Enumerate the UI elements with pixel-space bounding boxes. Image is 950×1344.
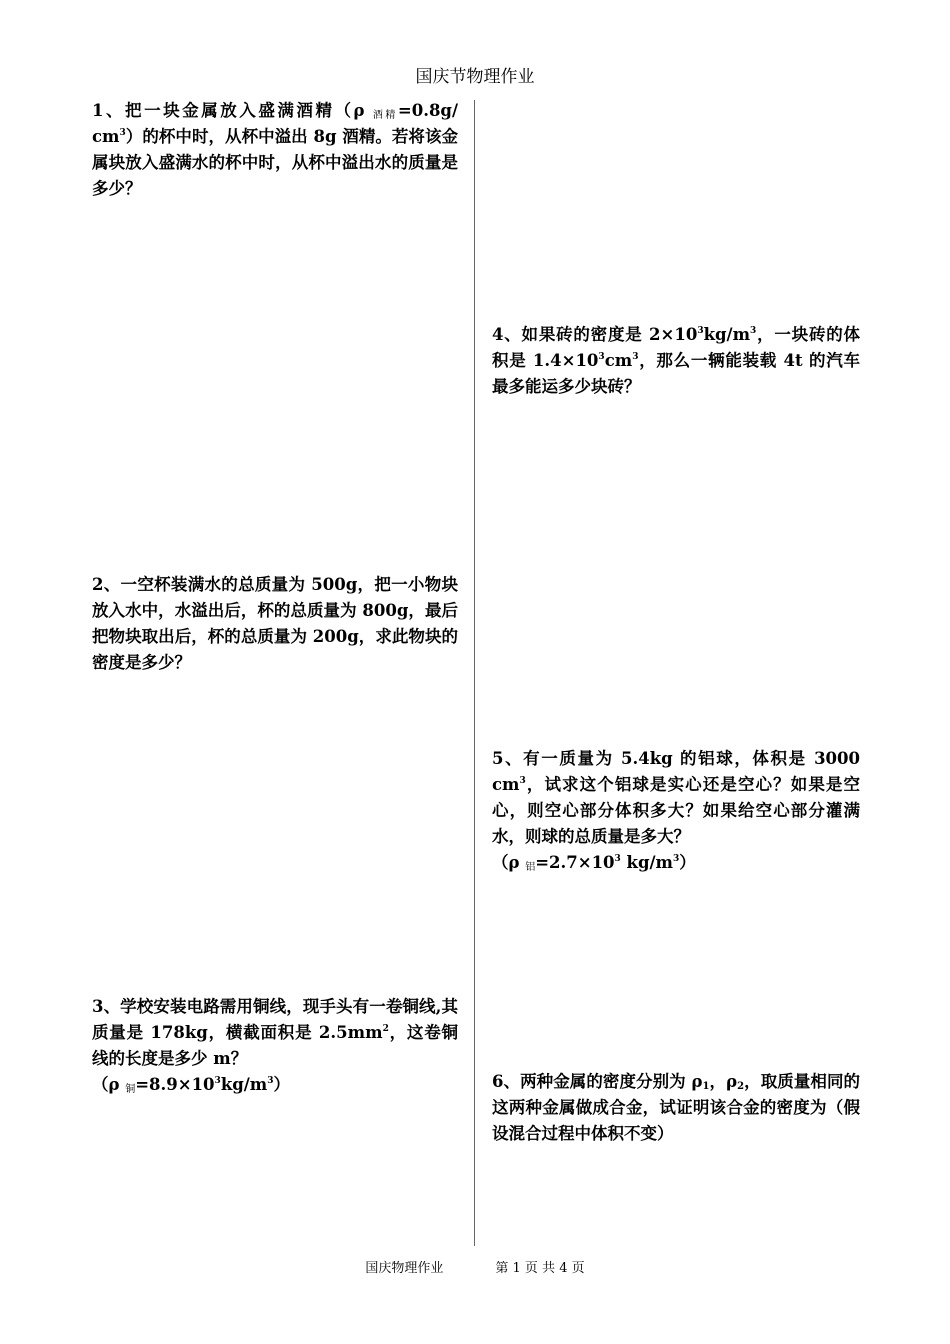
q1-text-a: 1、把一块金属放入盛满酒精（ρ <box>92 101 373 120</box>
q3-subscript-copper: 铜 <box>125 1084 136 1095</box>
q3-superscript-area: 2 <box>382 1024 389 1034</box>
q1-superscript: 3 <box>119 128 126 138</box>
question-4 <box>492 322 860 400</box>
q3-density-value: =8.9×10 <box>135 1075 215 1094</box>
q6-text-a: 6、两种金属的密度分别为 ρ <box>492 1072 703 1091</box>
q5-subscript-aluminum: 铝 <box>525 862 536 873</box>
q6-text-c: ，取质量相同的这两种金属做成合金，试证明该合金的密度为（假设混合过程中体积不变） <box>492 1072 860 1143</box>
q5-superscript-unit: 3 <box>673 854 680 864</box>
q5-superscript-exp: 3 <box>614 854 621 864</box>
q4-text-c: ，一块砖的体积是 1.4×10 <box>492 325 860 370</box>
q2-text: 2、一空杯装满水的总质量为 500g，把一小物块放入水中，水溢出后，杯的总质量为 800g，最后把物块取出后，杯的总质量为 200g，求此物块的密度是多少？ <box>92 575 458 672</box>
column-divider <box>474 100 475 1246</box>
q5-density-value: =2.7×10 <box>535 853 615 872</box>
q6-subscript-1: 1 <box>702 1081 710 1092</box>
footer-doc-name: 国庆物理作业 <box>365 1261 444 1276</box>
question-2 <box>92 572 458 676</box>
question-6 <box>492 1069 860 1147</box>
q6-subscript-2: 2 <box>737 1081 745 1092</box>
q4-text-d: cm <box>604 351 633 370</box>
q4-superscript-3: 3 <box>598 352 605 362</box>
q3-text-b: ，这卷铜线的长度是多少 m？ <box>92 1023 459 1068</box>
q3-text-a: 3、学校安装电路需用铜线，现手头有一卷铜线,其质量是 178kg，横截面积是 2.5mm <box>92 997 458 1042</box>
q3-superscript-unit: 3 <box>267 1076 274 1086</box>
q6-text-b: ，ρ <box>709 1072 738 1091</box>
q4-superscript-1: 3 <box>697 326 704 336</box>
question-3 <box>92 994 458 1098</box>
q1-text-c: ）的杯中时，从杯中溢出 8g 酒精。若将该金属块放入盛满水的杯中时，从杯中溢出水的质量是多少？ <box>92 127 458 198</box>
q3-superscript-exp: 3 <box>214 1076 221 1086</box>
q5-density-close: ） <box>679 853 696 872</box>
q3-density-unit: kg/m <box>220 1075 268 1094</box>
q4-text-e: ，那么一辆能装载 4t 的汽车最多能运多少块砖？ <box>492 351 860 396</box>
q1-text-b: =0.8g/ cm <box>92 101 459 146</box>
q4-text-a: 4、如果砖的密度是 2×10 <box>492 325 698 344</box>
page-title: 国庆节物理作业 <box>415 67 535 87</box>
q5-superscript-volume: 3 <box>519 776 526 786</box>
q3-density-close: ） <box>273 1075 291 1094</box>
q1-subscript-alcohol: 酒精 <box>372 110 398 121</box>
q5-density-open: （ρ <box>492 853 526 872</box>
q4-superscript-2: 3 <box>750 326 757 336</box>
q5-density-unit: kg/m <box>620 853 674 872</box>
q5-text-b: ，试求这个铝球是实心还是空心？如果是空心，则空心部分体积多大？如果给空心部分灌满水，则球的总质量是多大？ <box>492 775 860 846</box>
q4-text-b: kg/m <box>703 325 751 344</box>
q4-superscript-4: 3 <box>632 352 639 362</box>
question-1 <box>92 98 458 202</box>
question-5 <box>492 746 860 876</box>
q5-text-a: 5、有一质量为 5.4kg 的铝球，体积是 3000 cm <box>492 749 860 794</box>
page-footer <box>0 1257 950 1276</box>
footer-page-number: 第 1 页 共 4 页 <box>495 1261 585 1276</box>
q3-density-open: （ρ <box>92 1075 126 1094</box>
